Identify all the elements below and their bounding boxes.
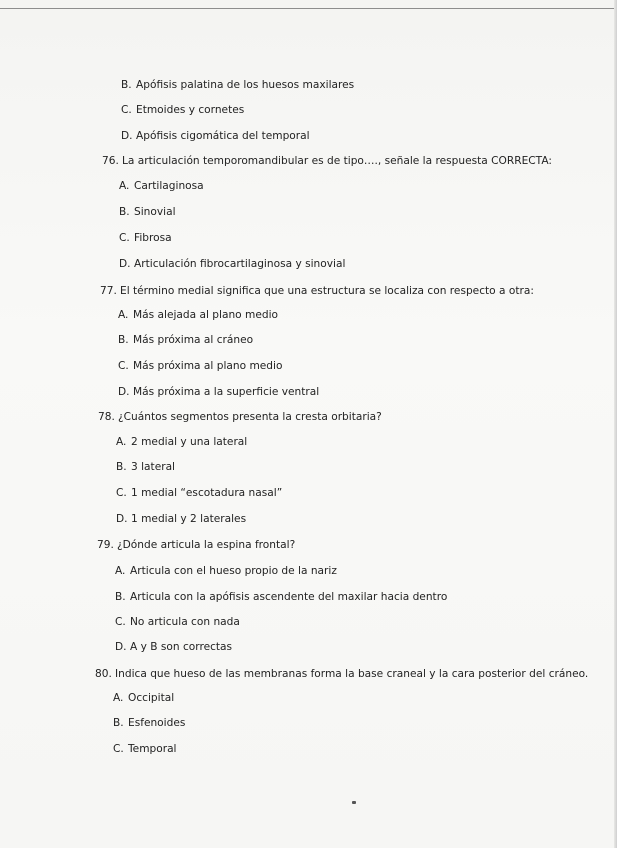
- question-number: 79.: [97, 539, 114, 551]
- option-text: 1 medial “escotadura nasal”: [131, 487, 283, 499]
- option-letter: C.: [113, 743, 124, 755]
- option-letter: B.: [118, 334, 129, 346]
- question-text: ¿Cuántos segmentos presenta la cresta orbitaria?: [118, 411, 382, 423]
- option-letter: A.: [113, 692, 124, 704]
- option-text: Más alejada al plano medio: [133, 309, 279, 321]
- option-text: Articula con el hueso propio de la nariz: [130, 565, 337, 577]
- question-76: [102, 155, 552, 168]
- option-letter: D.: [115, 641, 127, 653]
- option-76-b: [119, 206, 176, 219]
- option-79-d: [115, 641, 232, 654]
- option-text: Occipital: [128, 692, 175, 704]
- option-text: Fibrosa: [134, 232, 172, 244]
- option-77-d: [118, 386, 319, 399]
- option-77-a: [118, 309, 278, 322]
- option-79-b: [115, 591, 447, 604]
- option-77-b: [118, 334, 253, 347]
- option-text: Más próxima al plano medio: [133, 360, 283, 372]
- option-letter: D.: [121, 130, 133, 142]
- option-letter: C.: [115, 616, 126, 628]
- option-75-d: [121, 130, 310, 143]
- option-79-c: [115, 616, 240, 629]
- top-rule: [0, 8, 617, 9]
- option-78-a: [116, 436, 247, 449]
- option-80-a: [113, 692, 174, 705]
- option-letter: D.: [118, 386, 130, 398]
- option-letter: A.: [119, 180, 130, 192]
- option-78-b: [116, 461, 175, 474]
- option-text: Articulación fibrocartilaginosa y sinovial: [134, 258, 346, 270]
- option-text: Cartilaginosa: [134, 180, 204, 192]
- question-80: [95, 668, 588, 681]
- option-letter: D.: [119, 258, 131, 270]
- question-text: El término medial significa que una estructura se localiza con respecto a otra:: [120, 285, 534, 297]
- question-number: 77.: [100, 285, 117, 297]
- option-letter: A.: [115, 565, 126, 577]
- option-76-d: [119, 258, 345, 271]
- option-text: Apófisis cigomática del temporal: [136, 130, 310, 142]
- option-75-c: [121, 104, 244, 117]
- option-letter: C.: [116, 487, 127, 499]
- option-80-c: [113, 743, 177, 756]
- question-text: La articulación temporomandibular es de tipo…., señale la respuesta CORRECTA:: [122, 155, 552, 167]
- option-text: Sinovial: [134, 206, 176, 218]
- option-77-c: [118, 360, 282, 373]
- option-80-b: [113, 717, 185, 730]
- option-text: 1 medial y 2 laterales: [131, 513, 247, 525]
- option-78-c: [116, 487, 282, 500]
- option-letter: C.: [121, 104, 132, 116]
- option-letter: A.: [118, 309, 129, 321]
- question-number: 78.: [98, 411, 115, 423]
- option-75-b: [121, 79, 354, 92]
- option-79-a: [115, 565, 337, 578]
- option-letter: B.: [115, 591, 126, 603]
- option-text: Más próxima al cráneo: [133, 334, 254, 346]
- option-letter: B.: [116, 461, 127, 473]
- option-text: Apófisis palatina de los huesos maxilares: [136, 79, 355, 91]
- option-letter: B.: [113, 717, 124, 729]
- question-text: Indica que hueso de las membranas forma la base craneal y la cara posterior del cráneo.: [115, 668, 589, 680]
- scan-speck: [352, 801, 356, 804]
- option-text: 3 lateral: [131, 461, 176, 473]
- option-letter: A.: [116, 436, 127, 448]
- option-letter: C.: [118, 360, 129, 372]
- question-78: [98, 411, 382, 424]
- option-76-c: [119, 232, 172, 245]
- option-letter: B.: [119, 206, 130, 218]
- option-text: Etmoides y cornetes: [136, 104, 245, 116]
- option-78-d: [116, 513, 246, 526]
- option-text: Articula con la apófisis ascendente del maxilar hacia dentro: [130, 591, 448, 603]
- option-letter: B.: [121, 79, 132, 91]
- option-letter: C.: [119, 232, 130, 244]
- option-text: Más próxima a la superficie ventral: [133, 386, 320, 398]
- option-text: 2 medial y una lateral: [131, 436, 248, 448]
- option-76-a: [119, 180, 204, 193]
- question-text: ¿Dónde articula la espina frontal?: [117, 539, 296, 551]
- question-79: [97, 539, 295, 552]
- question-number: 76.: [102, 155, 119, 167]
- option-text: No articula con nada: [130, 616, 240, 628]
- question-77: [100, 285, 534, 298]
- option-letter: D.: [116, 513, 128, 525]
- option-text: A y B son correctas: [130, 641, 233, 653]
- option-text: Esfenoides: [128, 717, 186, 729]
- question-number: 80.: [95, 668, 112, 680]
- option-text: Temporal: [128, 743, 177, 755]
